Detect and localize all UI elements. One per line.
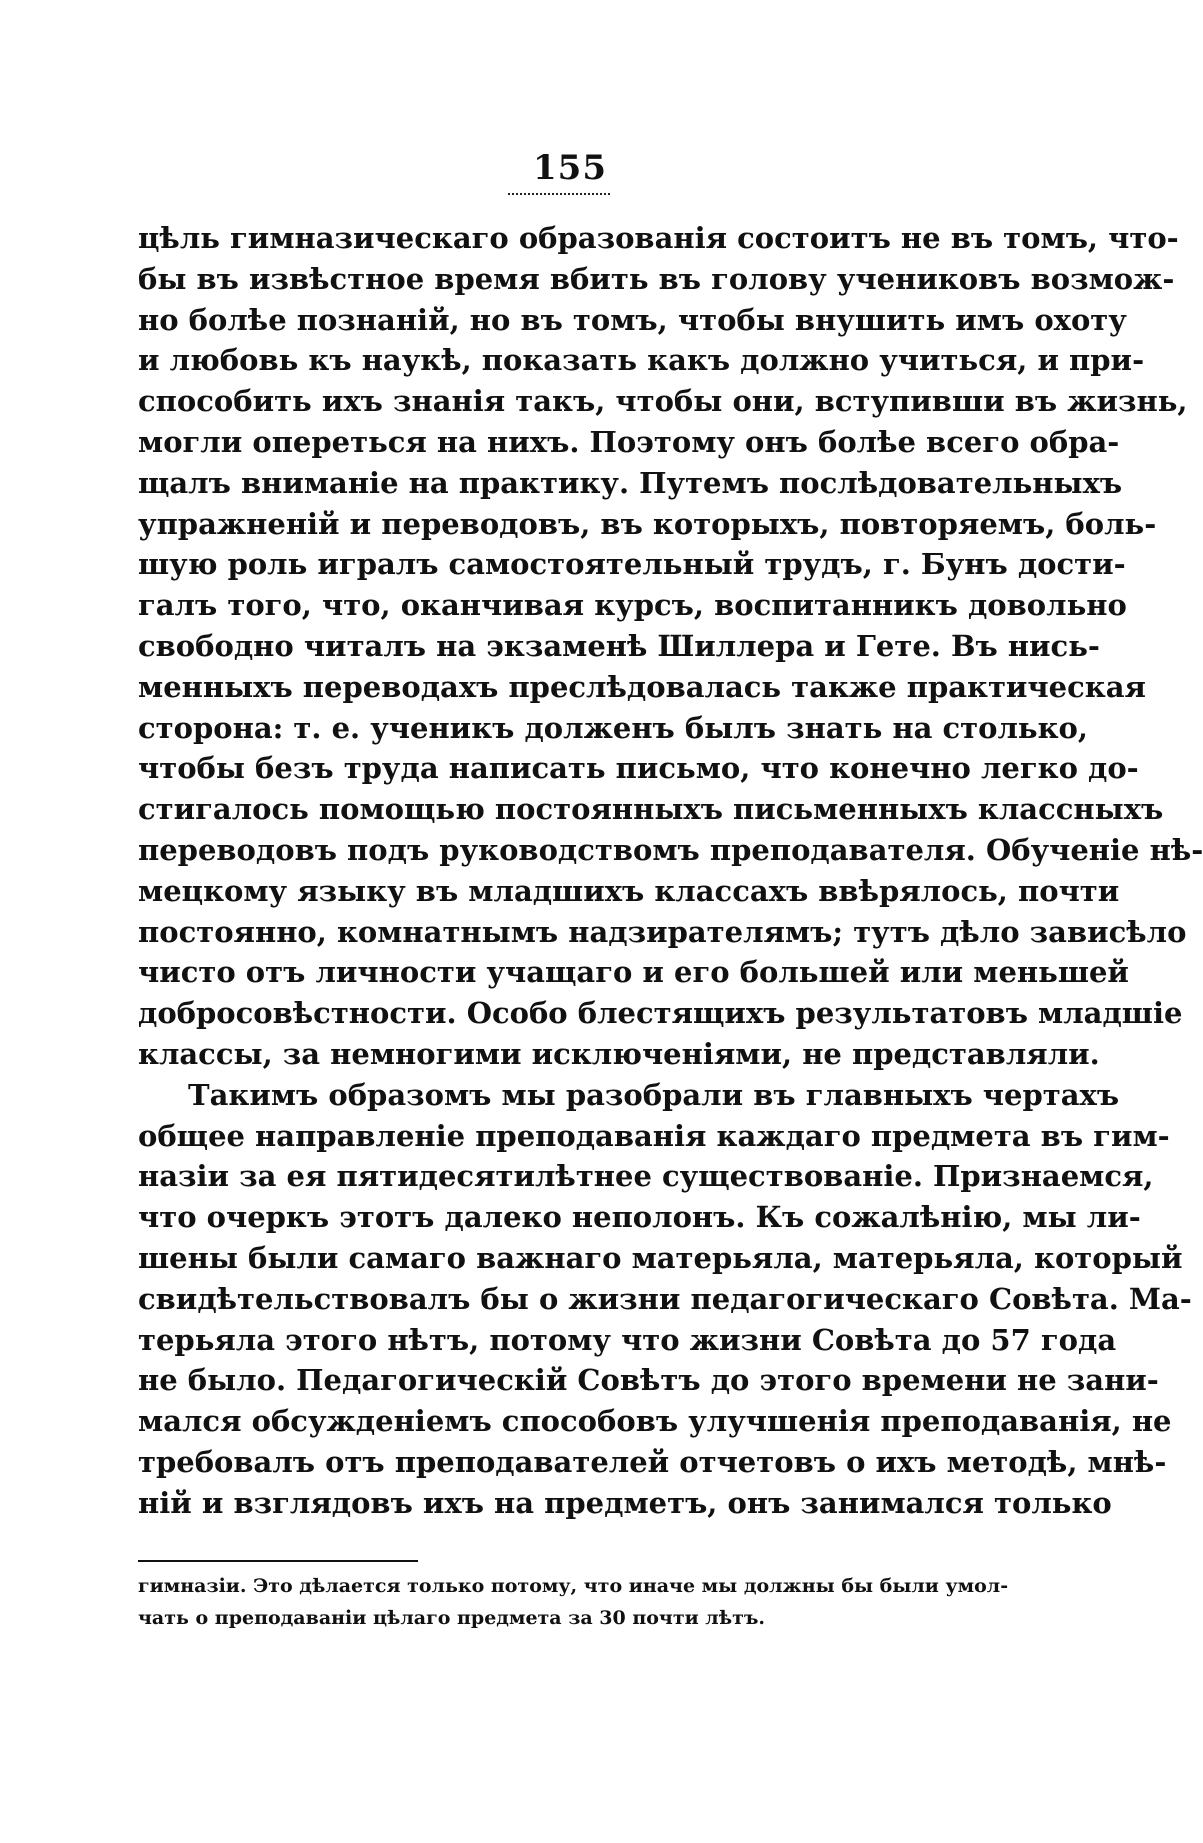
text-line: упражненій и переводовъ, въ которыхъ, повторяемъ, боль- [138, 506, 1157, 541]
text-line: терьяла этого нѣтъ, потому что жизни Совѣта до 57 года [138, 1322, 1117, 1357]
page-number: 155 [533, 148, 607, 188]
text-line: свидѣтельствовалъ бы о жизни педагогическаго Совѣта. Ма- [138, 1281, 1192, 1316]
text-line: общее направленіе преподаванія каждаго предмета въ гим- [138, 1118, 1170, 1153]
text-line: свободно читалъ на экзаменѣ Шиллера и Гете. Въ нись- [138, 628, 1100, 663]
text-line: мался обсужденіемъ способовъ улучшенія преподаванія, не [138, 1404, 1172, 1439]
text-line: ній и взглядовъ ихъ на предметъ, онъ занимался только [138, 1485, 1112, 1520]
text-line: но болѣе познаній, но въ томъ, чтобы внушить имъ охоту [138, 302, 1127, 337]
main-text [138, 218, 1203, 1524]
text-line: и любовь къ наукѣ, показать какъ должно учиться, и при- [138, 343, 1145, 378]
text-line: чисто отъ личности учащаго и его большей или меньшей [138, 955, 1129, 990]
text-line: шую роль игралъ самостоятельный трудъ, г. Бунъ дости- [138, 547, 1126, 582]
text-line: не было. Педагогическій Совѣтъ до этого времени не зани- [138, 1363, 1159, 1398]
text-line: цѣль гимназическаго образованія состоитъ не въ томъ, что- [138, 221, 1179, 255]
text-line: что очеркъ этотъ далеко неполонъ. Къ сожалѣнію, мы ли- [138, 1200, 1141, 1235]
page-number-rule [508, 193, 610, 195]
footnote [138, 1570, 1009, 1634]
text-line: мецкому языку въ младшихъ классахъ ввѣрялось, почти [138, 873, 1120, 908]
footnote-rule [138, 1560, 418, 1562]
text-line: стигалось помощью постоянныхъ письменныхъ классныхъ [138, 792, 1164, 827]
text-line: менныхъ переводахъ преслѣдовалась также практическая [138, 669, 1146, 704]
footnote-line: чать о преподаваніи цѣлаго предмета за 30 почти лѣтъ. [138, 1607, 766, 1629]
text-line: галъ того, что, оканчивая курсъ, воспитанникъ довольно [138, 588, 1127, 623]
text-line: постоянно, комнатнымъ надзирателямъ; тутъ дѣло зависѣло [138, 914, 1187, 949]
text-line: способить ихъ знанія такъ, чтобы они, вступивши въ жизнь, [138, 384, 1188, 419]
text-line: бы въ извѣстное время вбить въ голову учениковъ возмож- [138, 261, 1175, 296]
text-line: переводовъ подъ руководствомъ преподавателя. Обученіе нѣ- [138, 832, 1203, 867]
text-line: могли опереться на нихъ. Поэтому онъ болѣе всего обра- [138, 424, 1120, 459]
text-line: шены были самаго важнаго матерьяла, матерьяла, который [138, 1240, 1183, 1275]
text-line: сторона: т. е. ученикъ долженъ былъ знать на столько, [138, 710, 1088, 745]
footnote-line: гимназіи. Это дѣлается только потому, что иначе мы должны бы были умол- [138, 1575, 1009, 1597]
text-line: назіи за ея пятидесятилѣтнее существованіе. Признаемся, [138, 1159, 1154, 1194]
text-line: чтобы безъ труда написать письмо, что конечно легко до- [138, 751, 1139, 786]
text-line: требовалъ отъ преподавателей отчетовъ о ихъ методѣ, мнѣ- [138, 1444, 1167, 1479]
text-line: классы, за немногими исключеніями, не представляли. [138, 1036, 1100, 1071]
text-line: добросовѣстности. Особо блестящихъ результатовъ младшіе [138, 996, 1183, 1031]
text-line: щалъ вниманіе на практику. Путемъ послѣдовательныхъ [138, 465, 1123, 500]
text-line: Такимъ образомъ мы разобрали въ главныхъ чертахъ [188, 1077, 1120, 1112]
